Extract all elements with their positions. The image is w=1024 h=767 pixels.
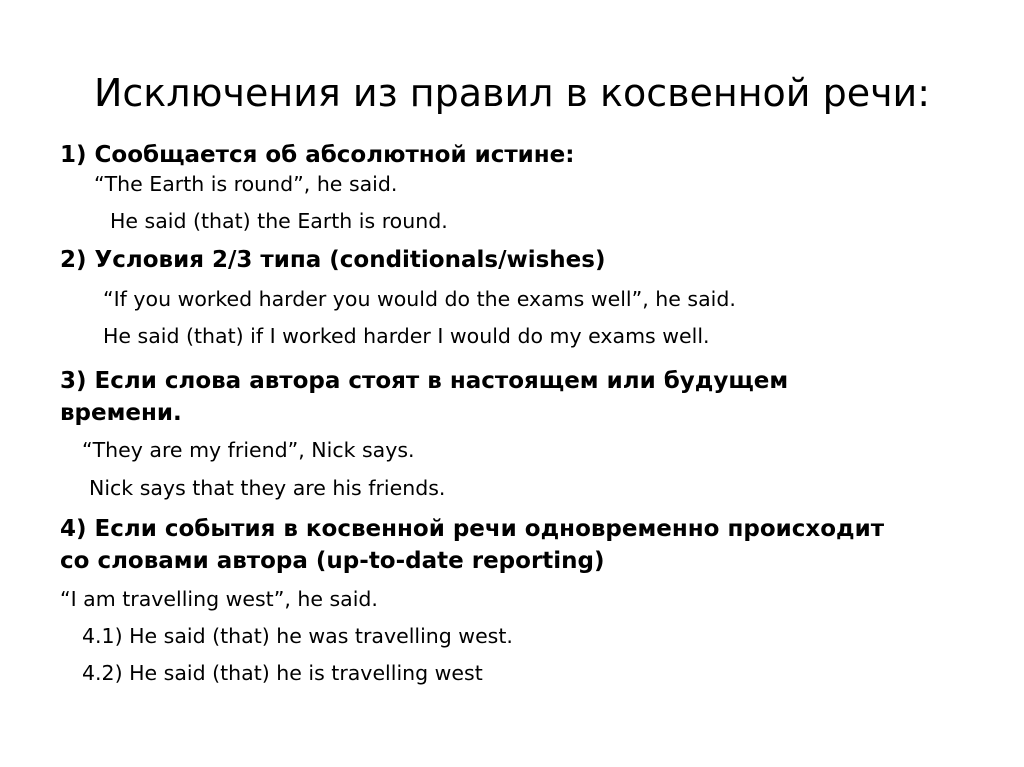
rule-4-example-reported-past: 4.1) He said (that) he was travelling west. <box>82 624 513 648</box>
rule-4-heading-line-1: 4) Если события в косвенной речи одновременно происходит <box>60 516 885 542</box>
rule-3-example-reported: Nick says that they are his friends. <box>89 476 446 500</box>
rule-4-example-direct: “I am travelling west”, he said. <box>60 587 378 611</box>
rule-3-heading-line-2: времени. <box>60 400 182 426</box>
rule-4-heading-line-2: со словами автора (up-to-date reporting) <box>60 548 605 574</box>
rule-1-heading: 1) Сообщается об абсолютной истине: <box>60 142 575 168</box>
slide-title: Исключения из правил в косвенной речи: <box>93 71 931 115</box>
rule-3-heading-line-1: 3) Если слова автора стоят в настоящем или будущем <box>60 368 789 394</box>
rule-1-example-direct: “The Earth is round”, he said. <box>94 172 398 196</box>
rule-2-heading: 2) Условия 2/3 типа (conditionals/wishes) <box>60 247 606 273</box>
rule-4-example-reported-present: 4.2) He said (that) he is travelling west <box>82 661 483 685</box>
rule-3-example-direct: “They are my friend”, Nick says. <box>82 438 415 462</box>
rule-2-example-direct: “If you worked harder you would do the exams well”, he said. <box>103 287 736 311</box>
rule-1-example-reported: He said (that) the Earth is round. <box>110 209 448 233</box>
rule-2-example-reported: He said (that) if I worked harder I would do my exams well. <box>103 324 710 348</box>
